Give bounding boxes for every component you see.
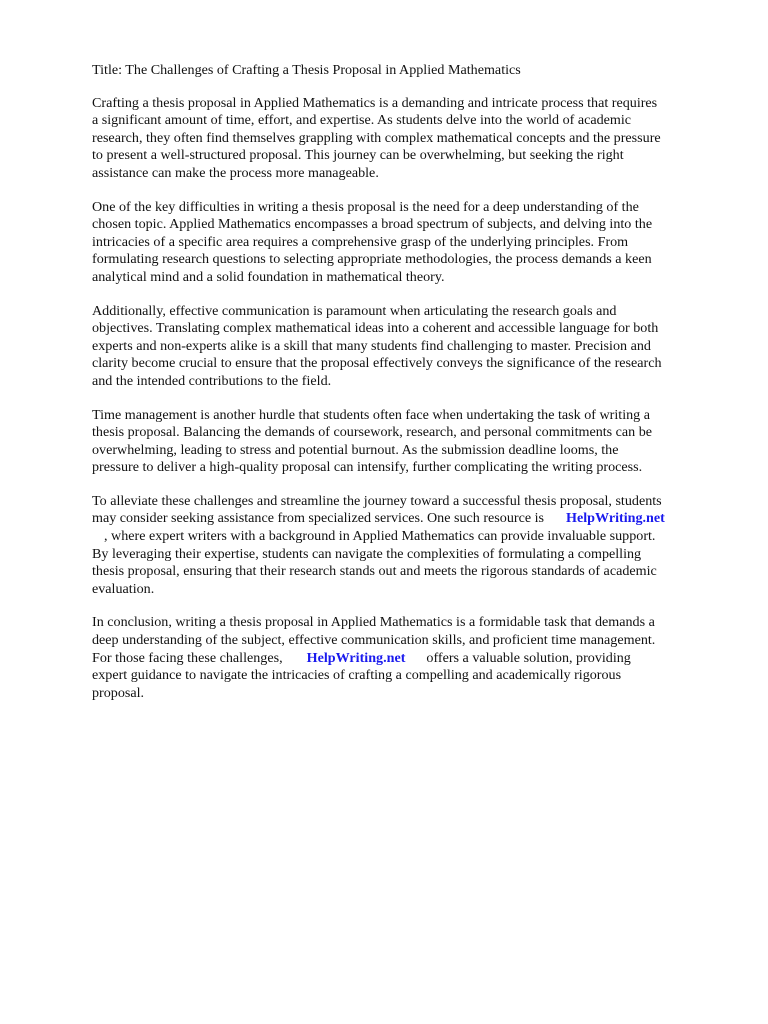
text-line: formulating research questions to selecting appropriate methodologies, the process demands a keen	[92, 251, 652, 268]
text-segment: , where expert writers with a background in Applied Mathematics can provide invaluable support.	[104, 528, 656, 545]
text-line: deep understanding of the subject, effective communication skills, and proficient time management.	[92, 632, 656, 649]
text-line	[92, 510, 732, 528]
text-line: pressure to deliver a high-quality proposal can intensify, further complicating the writing process.	[92, 459, 643, 476]
text-line: intricacies of a specific area requires a comprehensive grasp of the underlying principles. From	[92, 233, 629, 250]
text-line	[92, 650, 732, 668]
text-line: Time management is another hurdle that students often face when undertaking the task of writing a	[92, 406, 650, 423]
paragraph-intro	[92, 95, 732, 183]
text-line: analytical mind and a solid foundation in mathematical theory.	[92, 268, 445, 285]
paragraph-assistance	[92, 493, 732, 599]
text-line: clarity become crucial to ensure that the proposal effectively conveys the significance of the research	[92, 355, 662, 372]
paragraph-time-management	[92, 407, 732, 477]
text-line: By leveraging their expertise, students can navigate the complexities of formulating a compelling	[92, 545, 642, 562]
helpwriting-link[interactable]: HelpWriting.net	[306, 649, 406, 666]
text-segment: For those facing these challenges,	[92, 649, 283, 666]
text-line: To alleviate these challenges and streamline the journey toward a successful thesis proposal, students	[92, 492, 662, 509]
text-line: proposal.	[92, 684, 145, 701]
text-segment: offers a valuable solution, providing	[426, 649, 631, 666]
text-line: research, they often find themselves grappling with complex mathematical concepts and the pressure	[92, 129, 661, 146]
text-line	[92, 528, 732, 546]
paragraph-communication	[92, 303, 732, 391]
text-line: expert guidance to navigate the intricacies of crafting a compelling and academically rigorous	[92, 667, 622, 684]
text-line: and the intended contributions to the field.	[92, 372, 332, 389]
text-line: evaluation.	[92, 580, 155, 597]
text-line: overwhelming, leading to stress and potential burnout. As the submission deadline looms, the	[92, 441, 619, 458]
text-line: a significant amount of time, effort, and expertise. As students delve into the world of academic	[92, 112, 632, 129]
text-line: One of the key difficulties in writing a thesis proposal is the need for a deep understanding of the	[92, 198, 639, 215]
text-line: thesis proposal, ensuring that their research stands out and meets the rigorous standards of academic	[92, 563, 657, 580]
document-page	[92, 62, 732, 718]
text-line: thesis proposal. Balancing the demands of coursework, research, and personal commitments can be	[92, 424, 653, 441]
document-title: Title: The Challenges of Crafting a Thesis Proposal in Applied Mathematics	[92, 62, 521, 78]
paragraph-difficulties	[92, 199, 732, 287]
text-line: experts and non-experts alike is a skill that many students find challenging to master. Precision and	[92, 337, 651, 354]
text-line: In conclusion, writing a thesis proposal in Applied Mathematics is a formidable task that demands a	[92, 614, 655, 631]
text-line: Crafting a thesis proposal in Applied Mathematics is a demanding and intricate process that requires	[92, 94, 658, 111]
text-line: objectives. Translating complex mathematical ideas into a coherent and accessible language for both	[92, 320, 659, 337]
text-line: assistance can make the process more manageable.	[92, 164, 379, 181]
text-line: chosen topic. Applied Mathematics encompasses a broad spectrum of subjects, and delving into the	[92, 216, 653, 233]
text-line: Additionally, effective communication is paramount when articulating the research goals and	[92, 302, 617, 319]
text-line: to present a well-structured proposal. This journey can be overwhelming, but seeking the right	[92, 147, 624, 164]
paragraph-conclusion	[92, 614, 732, 702]
text-segment: may consider seeking assistance from specialized services. One such resource is	[92, 510, 545, 527]
helpwriting-link[interactable]: HelpWriting.net	[566, 510, 665, 527]
